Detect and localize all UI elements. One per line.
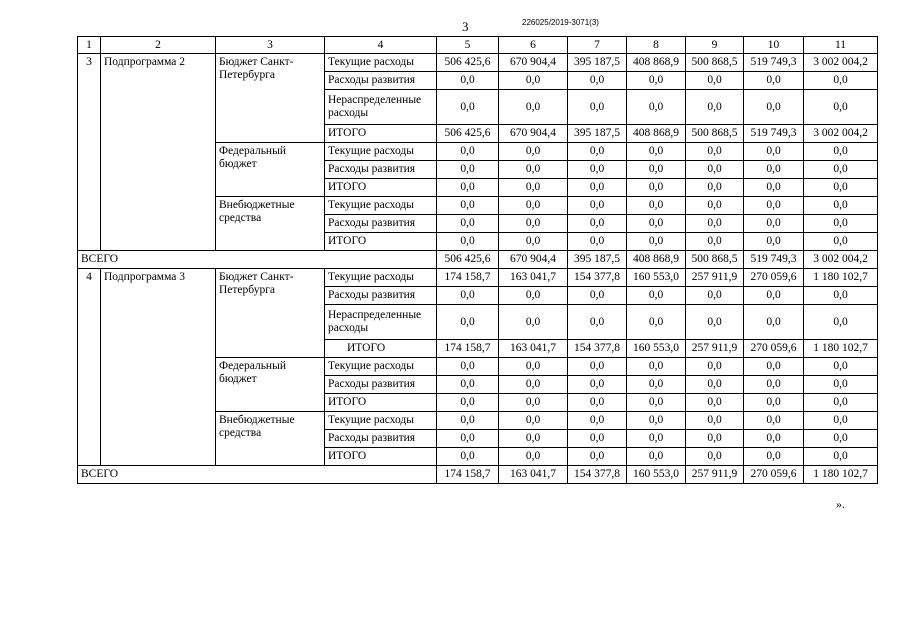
table-cell: 0,0 [568,215,627,233]
table-cell: 0,0 [499,90,568,125]
table-cell: 160 553,0 [627,269,686,287]
table-cell: 0,0 [744,143,804,161]
table-cell: 1 180 102,7 [804,269,878,287]
table-cell: 0,0 [437,358,499,376]
table-cell: 160 553,0 [627,340,686,358]
table-cell: 0,0 [499,448,568,466]
table-cell: 0,0 [499,197,568,215]
table-cell: 0,0 [744,305,804,340]
table-cell: 0,0 [804,448,878,466]
expense-type: Текущие расходы [325,197,437,215]
table-cell: 0,0 [744,179,804,197]
table-row [78,54,878,72]
table-cell: 0,0 [437,287,499,305]
total-cell: 1 180 102,7 [804,466,878,484]
table-cell: 0,0 [627,412,686,430]
table-cell: 0,0 [744,161,804,179]
table-cell: 0,0 [568,394,627,412]
funding-source: Федеральный бюджет [216,358,325,412]
table-cell: 0,0 [568,376,627,394]
table-cell: 3 002 004,2 [804,54,878,72]
table-cell: 0,0 [627,161,686,179]
column-number-row [78,37,878,54]
table-cell: 0,0 [627,448,686,466]
table-cell: 0,0 [568,305,627,340]
table-cell: 395 187,5 [568,125,627,143]
table-cell: 174 158,7 [437,340,499,358]
table-cell: 0,0 [437,143,499,161]
total-cell: 270 059,6 [744,466,804,484]
column-number: 11 [804,37,878,54]
closing-quote: ». [836,497,845,511]
table-cell: 0,0 [568,179,627,197]
table-cell: 0,0 [804,233,878,251]
table-cell: 0,0 [627,143,686,161]
table-cell: 0,0 [437,90,499,125]
expense-type: Текущие расходы [325,54,437,72]
funding-source: Федеральный бюджет [216,143,325,197]
table-cell: 270 059,6 [744,340,804,358]
table-cell: 0,0 [568,287,627,305]
table-cell: 0,0 [499,72,568,90]
table-cell: 0,0 [499,233,568,251]
table-cell: 0,0 [627,90,686,125]
table-cell: 0,0 [686,412,744,430]
table-cell: 0,0 [686,215,744,233]
table-cell: 0,0 [437,161,499,179]
expense-type: Расходы развития [325,430,437,448]
table-cell: 506 425,6 [437,54,499,72]
table-cell: 500 868,5 [686,125,744,143]
expense-type: Расходы развития [325,376,437,394]
table-cell: 0,0 [568,430,627,448]
table-cell: 0,0 [686,448,744,466]
table-cell: 0,0 [686,179,744,197]
table-cell: 0,0 [499,161,568,179]
table-cell: 408 868,9 [627,54,686,72]
total-cell: 519 749,3 [744,251,804,269]
table-cell: 519 749,3 [744,125,804,143]
expense-type: Расходы развития [325,72,437,90]
table-cell: 0,0 [437,233,499,251]
column-number: 4 [325,37,437,54]
table-cell: 0,0 [437,72,499,90]
table-cell: 0,0 [568,90,627,125]
table-cell: 0,0 [437,394,499,412]
funding-source: Внебюджетные средства [216,412,325,466]
table-cell: 0,0 [686,376,744,394]
page-number: 3 [462,19,469,34]
expense-type: Расходы развития [325,161,437,179]
column-number: 9 [686,37,744,54]
program-total-label: ВСЕГО [78,251,437,269]
table-cell: 0,0 [744,72,804,90]
expense-type: ИТОГО [325,394,437,412]
program-name: Подпрограмма 3 [101,269,216,466]
table-cell: 0,0 [627,287,686,305]
expense-type: Текущие расходы [325,143,437,161]
table-cell: 154 377,8 [568,340,627,358]
table-cell: 0,0 [499,215,568,233]
table-cell: 0,0 [627,376,686,394]
table-cell: 0,0 [499,358,568,376]
table-cell: 0,0 [804,161,878,179]
table-cell: 0,0 [804,215,878,233]
table-cell: 0,0 [437,179,499,197]
program-total-row [78,466,878,484]
table-row [78,269,878,287]
table-cell: 0,0 [804,412,878,430]
table-cell: 0,0 [744,412,804,430]
table-cell: 0,0 [804,430,878,448]
table-cell: 519 749,3 [744,54,804,72]
table-cell: 0,0 [804,179,878,197]
column-number: 8 [627,37,686,54]
table-cell: 0,0 [804,358,878,376]
expense-type: Нераспределенные расходы [325,90,437,125]
column-number: 6 [499,37,568,54]
table-cell: 0,0 [499,305,568,340]
total-cell: 163 041,7 [499,466,568,484]
table-cell: 0,0 [437,215,499,233]
table-cell: 0,0 [804,287,878,305]
table-cell: 1 180 102,7 [804,340,878,358]
table-cell: 0,0 [804,143,878,161]
table-cell: 0,0 [686,72,744,90]
table-cell: 0,0 [627,233,686,251]
total-cell: 395 187,5 [568,251,627,269]
table-cell: 0,0 [568,358,627,376]
column-number: 2 [101,37,216,54]
table-cell: 0,0 [686,161,744,179]
table-cell: 0,0 [686,305,744,340]
total-cell: 160 553,0 [627,466,686,484]
table-cell: 0,0 [804,394,878,412]
total-cell: 154 377,8 [568,466,627,484]
table-cell: 0,0 [627,215,686,233]
table-cell: 0,0 [744,287,804,305]
expense-type: ИТОГО [325,179,437,197]
table-cell: 0,0 [804,305,878,340]
total-cell: 3 002 004,2 [804,251,878,269]
table-cell: 0,0 [744,394,804,412]
total-cell: 500 868,5 [686,251,744,269]
table-cell: 0,0 [744,376,804,394]
table-cell: 0,0 [686,197,744,215]
table-cell: 0,0 [627,430,686,448]
column-number: 3 [216,37,325,54]
table-cell: 0,0 [437,305,499,340]
table-cell: 408 868,9 [627,125,686,143]
expense-type: Расходы развития [325,287,437,305]
table-cell: 0,0 [804,197,878,215]
table-cell: 0,0 [568,448,627,466]
table-cell: 0,0 [437,448,499,466]
budget-table [77,36,878,484]
expense-type: Текущие расходы [325,412,437,430]
table-cell: 670 904,4 [499,125,568,143]
table-cell: 0,0 [686,287,744,305]
funding-source: Внебюджетные средства [216,197,325,251]
expense-type: ИТОГО [325,448,437,466]
table-cell: 500 868,5 [686,54,744,72]
table-cell: 0,0 [627,179,686,197]
table-cell: 0,0 [627,197,686,215]
table-cell: 174 158,7 [437,269,499,287]
table-cell: 0,0 [499,287,568,305]
table-cell: 0,0 [744,358,804,376]
program-total-row [78,251,878,269]
table-cell: 0,0 [627,305,686,340]
column-number: 5 [437,37,499,54]
table-cell: 0,0 [744,448,804,466]
table-cell: 0,0 [499,179,568,197]
table-cell: 3 002 004,2 [804,125,878,143]
column-number: 7 [568,37,627,54]
total-cell: 408 868,9 [627,251,686,269]
table-cell: 0,0 [568,412,627,430]
table-cell: 0,0 [499,376,568,394]
expense-type: ИТОГО [325,125,437,143]
table-cell: 270 059,6 [744,269,804,287]
table-cell: 0,0 [686,394,744,412]
expense-type: Расходы развития [325,215,437,233]
program-total-label: ВСЕГО [78,466,437,484]
table-cell: 0,0 [744,90,804,125]
table-cell: 0,0 [686,233,744,251]
table-cell: 0,0 [627,358,686,376]
table-cell: 0,0 [744,215,804,233]
table-cell: 0,0 [568,161,627,179]
expense-type: ИТОГО [325,233,437,251]
total-cell: 670 904,4 [499,251,568,269]
table-cell: 0,0 [499,412,568,430]
column-number: 10 [744,37,804,54]
funding-source: Бюджет Санкт-Петербурга [216,54,325,143]
table-cell: 257 911,9 [686,340,744,358]
total-cell: 174 158,7 [437,466,499,484]
table-cell: 0,0 [686,90,744,125]
table-cell: 0,0 [744,430,804,448]
program-name: Подпрограмма 2 [101,54,216,251]
table-cell: 0,0 [744,197,804,215]
table-cell: 0,0 [744,233,804,251]
table-cell: 0,0 [568,233,627,251]
table-cell: 0,0 [804,90,878,125]
table-cell: 163 041,7 [499,340,568,358]
table-cell: 257 911,9 [686,269,744,287]
table-cell: 395 187,5 [568,54,627,72]
table-cell: 0,0 [627,394,686,412]
program-number: 3 [78,54,101,251]
total-cell: 506 425,6 [437,251,499,269]
expense-type: ИТОГО [325,340,437,358]
table-cell: 0,0 [499,430,568,448]
document-code: 226025/2019-3071(3) [522,18,599,27]
table-cell: 506 425,6 [437,125,499,143]
table-cell: 0,0 [568,143,627,161]
table-cell: 0,0 [437,430,499,448]
table-cell: 0,0 [437,197,499,215]
total-cell: 257 911,9 [686,466,744,484]
table-cell: 670 904,4 [499,54,568,72]
table-cell: 0,0 [627,72,686,90]
table-cell: 0,0 [499,143,568,161]
table-cell: 0,0 [804,72,878,90]
table-cell: 0,0 [804,376,878,394]
table-cell: 0,0 [568,197,627,215]
expense-type: Текущие расходы [325,358,437,376]
column-number: 1 [78,37,101,54]
table-cell: 0,0 [686,430,744,448]
expense-type: Нераспределенные расходы [325,305,437,340]
table-cell: 0,0 [686,143,744,161]
table-cell: 0,0 [686,358,744,376]
funding-source: Бюджет Санкт-Петербурга [216,269,325,358]
table-cell: 0,0 [437,412,499,430]
table-cell: 0,0 [437,376,499,394]
table-cell: 163 041,7 [499,269,568,287]
table-cell: 154 377,8 [568,269,627,287]
expense-type: Текущие расходы [325,269,437,287]
table-cell: 0,0 [499,394,568,412]
table-cell: 0,0 [568,72,627,90]
program-number: 4 [78,269,101,466]
